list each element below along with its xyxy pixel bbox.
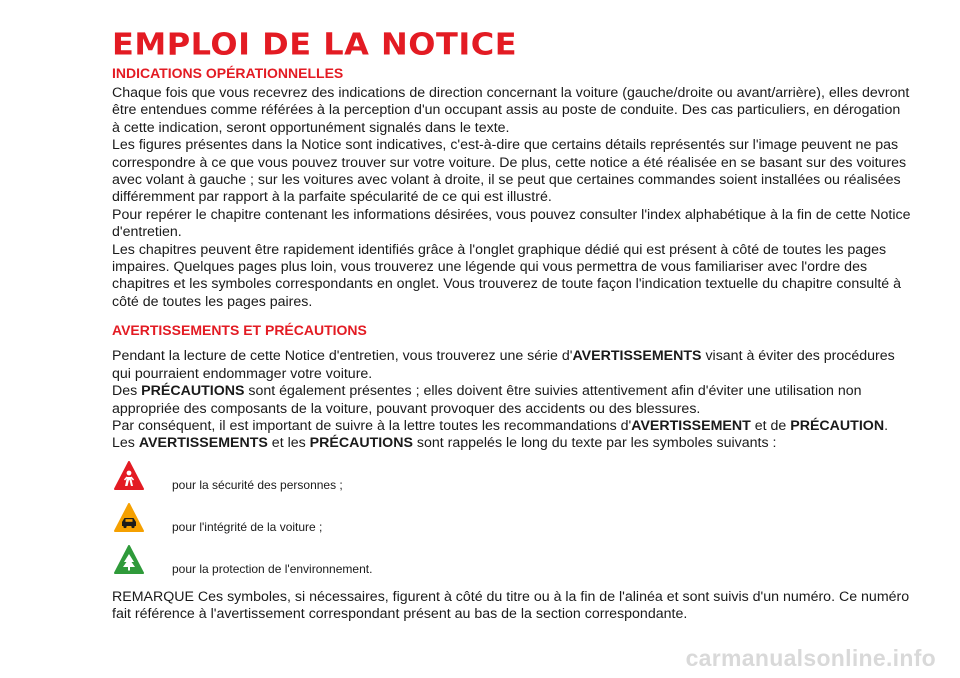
- bold-term: AVERTISSEMENT: [631, 417, 751, 434]
- page-content: [112, 26, 912, 624]
- text-span: Pendant la lecture de cette Notice d'entretien, vous trouverez une série d': [112, 348, 573, 365]
- text-span: visant à éviter des procédures qui pourraient endommager votre voiture.: [112, 348, 895, 382]
- paragraph: Pour repérer le chapitre contenant les informations désirées, vous pouvez consulter l'index alphabétique à la fin de cette Notice d'entretien.: [112, 206, 911, 241]
- bold-term: AVERTISSEMENTS: [138, 435, 268, 452]
- person-warning-icon: [114, 461, 144, 491]
- symbol-caption: pour la protection de l'environnement.: [172, 561, 373, 576]
- paragraph: [112, 383, 912, 418]
- text-span: et de: [750, 417, 791, 434]
- paragraph: Chaque fois que vous recevrez des indications de direction concernant la voiture (gauche/droite ou avant/arrière), elles devront être entendues comme référées à la perception d'un occupant assis au poste de conduite. Des cas particuliers, en dérogation à cette indication, seront opportunément signalés dans le texte.: [112, 85, 910, 136]
- text-span: Des: [112, 383, 142, 400]
- text-span: et les: [267, 435, 310, 452]
- page-title: EMPLOI DE LA NOTICE: [112, 26, 518, 63]
- symbol-list: [112, 461, 912, 587]
- symbol-row-person: [112, 461, 912, 503]
- bold-term: PRÉCAUTIONS: [141, 383, 245, 400]
- symbol-caption: pour la sécurité des personnes ;: [172, 477, 343, 492]
- symbol-row-tree: [112, 545, 912, 587]
- tree-warning-icon: [114, 545, 144, 575]
- paragraph: [112, 435, 912, 452]
- paragraph: Les figures présentes dans la Notice sont indicatives, c'est-à-dire que certains détails représentés sur l'image peuvent ne pas correspondre à ce que vous pouvez trouver sur votre voiture. De plus, cette notice a été réalisée en se basant sur des voitures avec volant à gauche ; sur les voitures avec volant à droite, il se peut que certaines commandes soient installées ou réalisées différemment par rapport à la parfaite spécularité de ce qui est illustré.: [112, 137, 907, 206]
- section-heading-indications: INDICATIONS OPÉRATIONNELLES: [112, 65, 344, 81]
- remark-paragraph: REMARQUE Ces symboles, si nécessaires, figurent à côté du titre ou à la fin de l'alinéa et sont suivis d'un numéro. Ce numéro fait référence à l'avertissement correspondant présent au bas de la section correspondante.: [112, 588, 910, 623]
- watermark: carmanualsonline.info: [685, 645, 936, 671]
- symbol-caption: pour l'intégrité de la voiture ;: [172, 519, 323, 534]
- section-heading-avertissements: AVERTISSEMENTS ET PRÉCAUTIONS: [112, 322, 367, 339]
- text-span: sont rappelés le long du texte par les symboles suivants :: [412, 435, 777, 452]
- symbol-row-car: [112, 503, 912, 545]
- text-span: sont également présentes ; elles doivent être suivies attentivement afin d'éviter une utilisation non appropriée des composants de la voiture, pouvant provoquer des accidents ou des blessures.: [112, 383, 862, 417]
- bold-term: AVERTISSEMENTS: [572, 348, 702, 365]
- text-span: Par conséquent, il est important de suivre à la lettre toutes les recommandations d': [112, 417, 632, 434]
- car-warning-icon: [114, 503, 144, 533]
- paragraph: [112, 348, 912, 383]
- bold-term: PRÉCAUTION: [790, 417, 885, 434]
- text-span: .: [884, 417, 889, 434]
- paragraph: [112, 418, 912, 435]
- bold-term: PRÉCAUTIONS: [309, 435, 413, 452]
- paragraph: Les chapitres peuvent être rapidement identifiés grâce à l'onglet graphique dédié qui est présent à côté de toutes les pages impaires. Quelques pages plus loin, vous trouverez une légende qui vous permettra de vous familiariser avec l'ordre des chapitres et les symboles correspondants en onglet. Vous trouverez de toute façon l'indication textuelle du chapitre consulté à côté de toutes les pages paires.: [112, 241, 902, 310]
- text-span: Les: [112, 435, 139, 452]
